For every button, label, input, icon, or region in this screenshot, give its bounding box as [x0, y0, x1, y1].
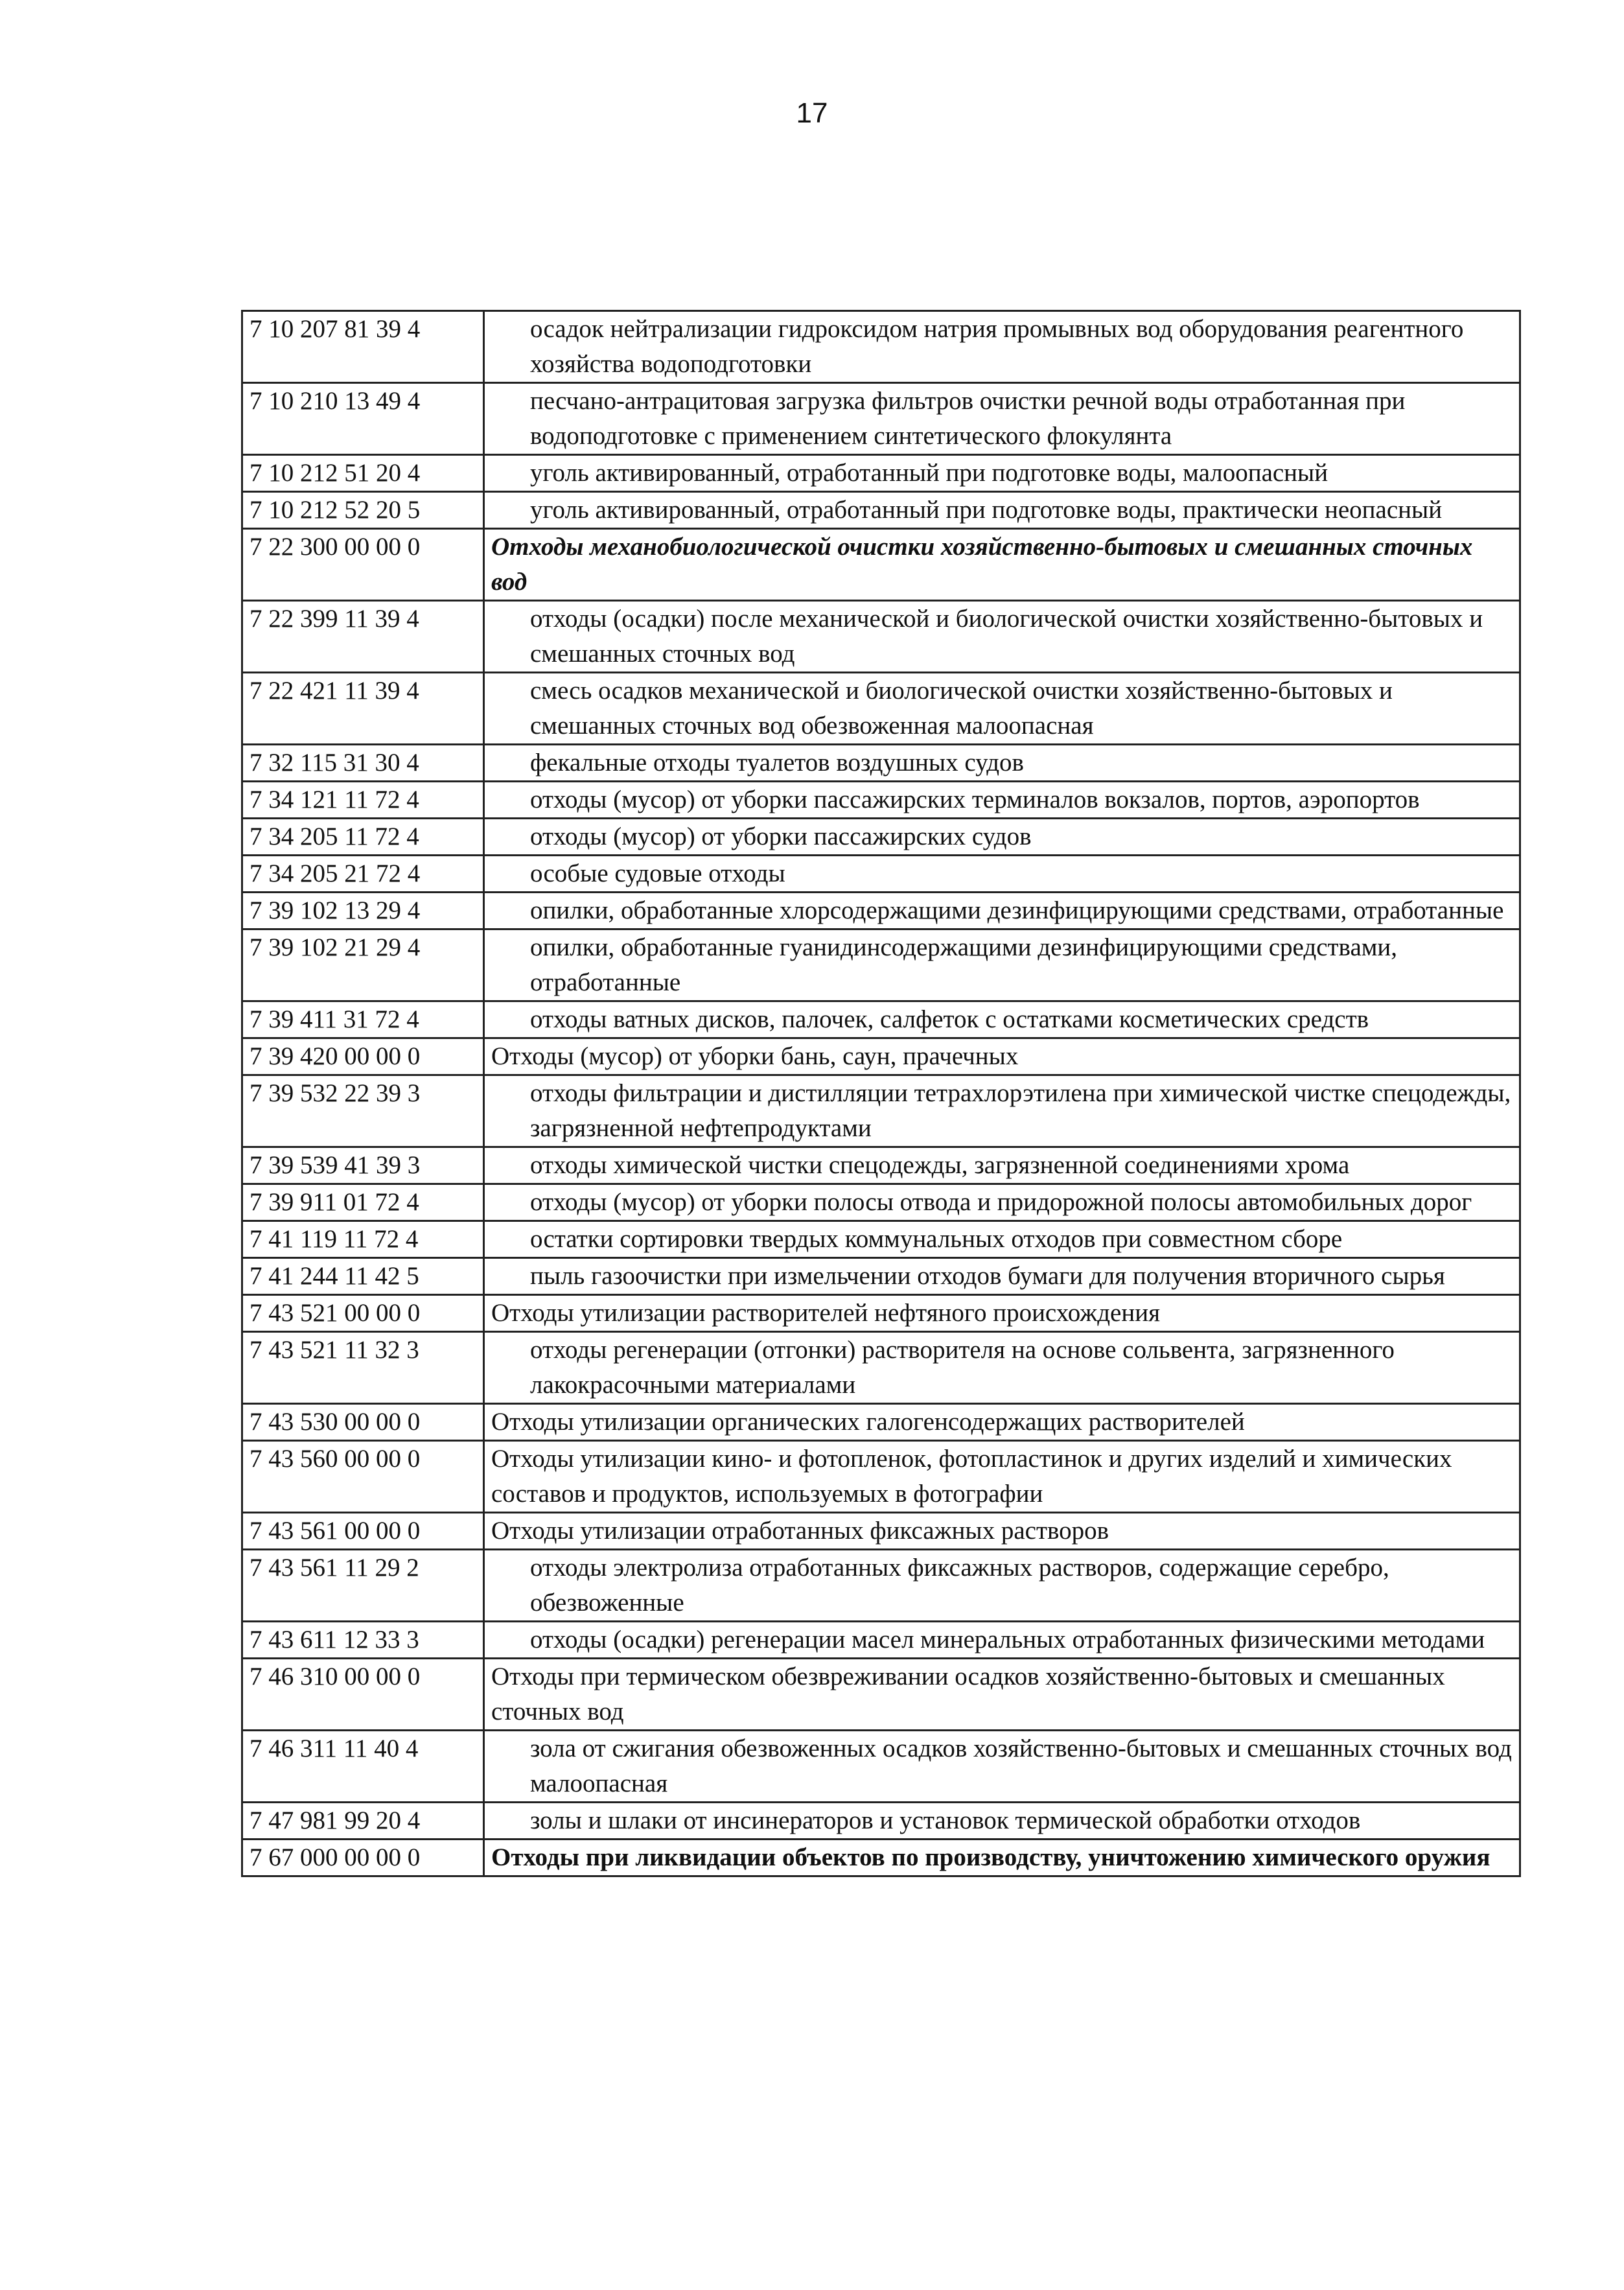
table-row: [242, 492, 1520, 529]
table-row: [242, 1550, 1520, 1622]
waste-code-cell: 7 43 560 00 00 0: [242, 1441, 484, 1513]
waste-description-cell: Отходы утилизации кино- и фотопленок, фотопластинок и других изделий и химических составов и продуктов, используемых в фотографии: [484, 1441, 1520, 1513]
waste-description-cell: отходы (осадки) регенерации масел минеральных отработанных физическими методами: [484, 1622, 1520, 1659]
table-row: [242, 1840, 1520, 1876]
table-row: [242, 745, 1520, 782]
waste-description-cell: Отходы при термическом обезвреживании осадков хозяйственно-бытовых и смешанных сточных вод: [484, 1659, 1520, 1731]
table-row: [242, 1404, 1520, 1441]
waste-code-cell: 7 39 420 00 00 0: [242, 1038, 484, 1075]
waste-code-cell: 7 43 521 11 32 3: [242, 1332, 484, 1404]
waste-description-cell: фекальные отходы туалетов воздушных судов: [484, 745, 1520, 782]
waste-code-cell: 7 22 300 00 00 0: [242, 529, 484, 601]
waste-description-cell: зола от сжигания обезвоженных осадков хозяйственно-бытовых и смешанных сточных вод малоопасная: [484, 1731, 1520, 1803]
waste-code-cell: 7 39 911 01 72 4: [242, 1184, 484, 1221]
waste-description-cell: отходы регенерации (отгонки) растворителя на основе сольвента, загрязненного лакокрасочными материалами: [484, 1332, 1520, 1404]
waste-code-table: [241, 310, 1521, 1877]
waste-code-cell: 7 34 121 11 72 4: [242, 782, 484, 819]
waste-code-cell: 7 32 115 31 30 4: [242, 745, 484, 782]
waste-description-cell: Отходы при ликвидации объектов по производству, уничтожению химического оружия: [484, 1840, 1520, 1876]
table-row: [242, 1221, 1520, 1258]
waste-code-cell: 7 39 539 41 39 3: [242, 1147, 484, 1184]
waste-description-cell: смесь осадков механической и биологической очистки хозяйственно-бытовых и смешанных сточных вод обезвоженная малоопасная: [484, 673, 1520, 745]
waste-code-cell: 7 39 102 13 29 4: [242, 893, 484, 929]
waste-code-cell: 7 43 530 00 00 0: [242, 1404, 484, 1441]
waste-code-cell: 7 67 000 00 00 0: [242, 1840, 484, 1876]
table-row: [242, 782, 1520, 819]
table-row: [242, 893, 1520, 929]
waste-code-cell: 7 22 399 11 39 4: [242, 601, 484, 673]
table-body: [242, 311, 1520, 1876]
table-row: [242, 383, 1520, 455]
waste-code-cell: 7 10 212 51 20 4: [242, 455, 484, 492]
table-row: [242, 1803, 1520, 1840]
waste-description-cell: пыль газоочистки при измельчении отходов бумаги для получения вторичного сырья: [484, 1258, 1520, 1295]
waste-description-cell: Отходы утилизации отработанных фиксажных растворов: [484, 1513, 1520, 1550]
table-row: [242, 673, 1520, 745]
table-row: [242, 1184, 1520, 1221]
table-row: [242, 1038, 1520, 1075]
table-row: [242, 1513, 1520, 1550]
table-row: [242, 1332, 1520, 1404]
waste-code-cell: 7 43 561 00 00 0: [242, 1513, 484, 1550]
waste-description-cell: отходы (мусор) от уборки полосы отвода и придорожной полосы автомобильных дорог: [484, 1184, 1520, 1221]
waste-description-cell: отходы ватных дисков, палочек, салфеток с остатками косметических средств: [484, 1001, 1520, 1038]
waste-description-cell: Отходы (мусор) от уборки бань, саун, прачечных: [484, 1038, 1520, 1075]
table-row: [242, 819, 1520, 856]
waste-description-cell: остатки сортировки твердых коммунальных отходов при совместном сборе: [484, 1221, 1520, 1258]
waste-code-cell: 7 34 205 11 72 4: [242, 819, 484, 856]
waste-code-cell: 7 10 207 81 39 4: [242, 311, 484, 383]
table-row: [242, 856, 1520, 893]
waste-description-cell: золы и шлаки от инсинераторов и установок термической обработки отходов: [484, 1803, 1520, 1840]
waste-code-cell: 7 34 205 21 72 4: [242, 856, 484, 893]
table-row: [242, 1622, 1520, 1659]
table-row: [242, 311, 1520, 383]
waste-code-cell: 7 41 119 11 72 4: [242, 1221, 484, 1258]
waste-description-cell: отходы фильтрации и дистилляции тетрахлорэтилена при химической чистке спецодежды, загрязненной нефтепродуктами: [484, 1075, 1520, 1147]
waste-code-cell: 7 39 102 21 29 4: [242, 929, 484, 1001]
waste-description-cell: отходы (мусор) от уборки пассажирских терминалов вокзалов, портов, аэропортов: [484, 782, 1520, 819]
waste-description-cell: песчано-антрацитовая загрузка фильтров очистки речной воды отработанная при водоподготовке с применением синтетического флокулянта: [484, 383, 1520, 455]
waste-code-cell: 7 43 521 00 00 0: [242, 1295, 484, 1332]
waste-description-cell: Отходы механобиологической очистки хозяйственно-бытовых и смешанных сточных вод: [484, 529, 1520, 601]
table-row: [242, 601, 1520, 673]
waste-code-cell: 7 10 210 13 49 4: [242, 383, 484, 455]
waste-code-cell: 7 43 611 12 33 3: [242, 1622, 484, 1659]
waste-code-cell: 7 41 244 11 42 5: [242, 1258, 484, 1295]
waste-description-cell: особые судовые отходы: [484, 856, 1520, 893]
waste-description-cell: отходы (осадки) после механической и биологической очистки хозяйственно-бытовых и смешанных сточных вод: [484, 601, 1520, 673]
table-row: [242, 1295, 1520, 1332]
waste-code-cell: 7 39 411 31 72 4: [242, 1001, 484, 1038]
table-row: [242, 1659, 1520, 1731]
table-row: [242, 455, 1520, 492]
waste-description-cell: отходы химической чистки спецодежды, загрязненной соединениями хрома: [484, 1147, 1520, 1184]
waste-code-cell: 7 43 561 11 29 2: [242, 1550, 484, 1622]
table-row: [242, 1441, 1520, 1513]
waste-description-cell: осадок нейтрализации гидроксидом натрия промывных вод оборудования реагентного хозяйства водоподготовки: [484, 311, 1520, 383]
waste-description-cell: Отходы утилизации растворителей нефтяного происхождения: [484, 1295, 1520, 1332]
waste-description-cell: уголь активированный, отработанный при подготовке воды, практически неопасный: [484, 492, 1520, 529]
waste-code-cell: 7 39 532 22 39 3: [242, 1075, 484, 1147]
waste-description-cell: отходы электролиза отработанных фиксажных растворов, содержащие серебро, обезвоженные: [484, 1550, 1520, 1622]
waste-description-cell: опилки, обработанные хлорсодержащими дезинфицирующими средствами, отработанные: [484, 893, 1520, 929]
waste-code-cell: 7 46 311 11 40 4: [242, 1731, 484, 1803]
waste-description-cell: Отходы утилизации органических галогенсодержащих растворителей: [484, 1404, 1520, 1441]
waste-code-cell: 7 10 212 52 20 5: [242, 492, 484, 529]
table-row: [242, 1001, 1520, 1038]
table-row: [242, 1147, 1520, 1184]
table-row: [242, 529, 1520, 601]
waste-code-cell: 7 47 981 99 20 4: [242, 1803, 484, 1840]
waste-description-cell: опилки, обработанные гуанидинсодержащими дезинфицирующими средствами, отработанные: [484, 929, 1520, 1001]
waste-description-cell: уголь активированный, отработанный при подготовке воды, малоопасный: [484, 455, 1520, 492]
waste-description-cell: отходы (мусор) от уборки пассажирских судов: [484, 819, 1520, 856]
table-row: [242, 1731, 1520, 1803]
table-row: [242, 1258, 1520, 1295]
waste-code-cell: 7 22 421 11 39 4: [242, 673, 484, 745]
table-row: [242, 1075, 1520, 1147]
waste-code-cell: 7 46 310 00 00 0: [242, 1659, 484, 1731]
table-row: [242, 929, 1520, 1001]
page-number: 17: [796, 97, 828, 129]
